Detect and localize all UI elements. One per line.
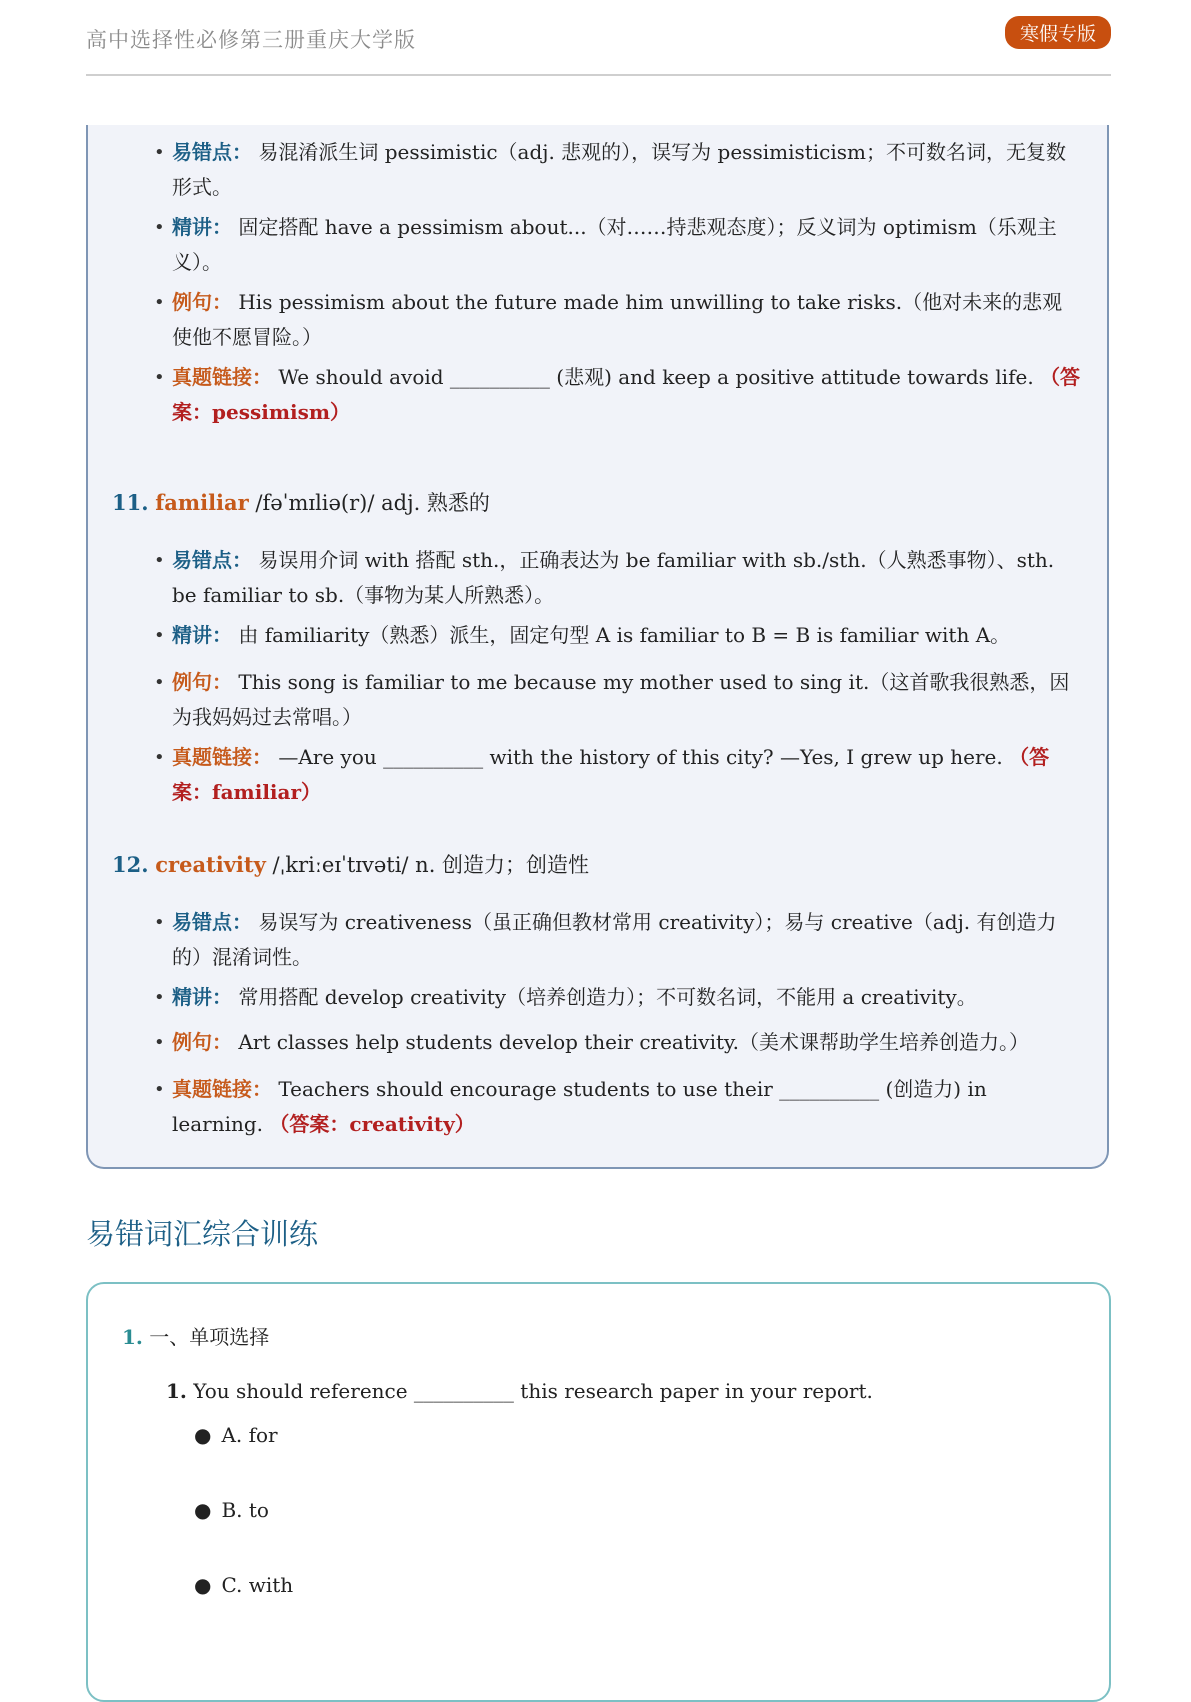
bullet-dot: • (154, 142, 165, 163)
word-number: 12. (112, 852, 149, 877)
option-label: B. to (221, 1498, 269, 1522)
bullet-jingjiang (154, 618, 1082, 653)
bullet-yicuo (154, 905, 1082, 975)
jingjiang-text: 固定搭配 have a pessimism about...（对……持悲观态度）；反义词为 optimism（乐观主义）。 (172, 215, 1057, 274)
bullet-dot: • (154, 292, 165, 313)
label-yicuo: 易错点： (172, 548, 252, 572)
label-liju: 例句： (172, 1030, 232, 1054)
zhenti-text: We should avoid __________ (悲观) and keep a positive attitude towards life. (278, 365, 1034, 389)
bullet-dot: • (154, 625, 165, 646)
label-zhenti: 真题链接： (172, 365, 272, 389)
bullet-yicuo (154, 543, 1082, 613)
yicuo-text: 易混淆派生词 pessimistic（adj. 悲观的），误写为 pessimisticism；不可数名词，无复数形式。 (172, 140, 1066, 199)
zhenti-text: —Are you __________ with the history of this city? —Yes, I grew up here. (278, 745, 1003, 769)
label-jingjiang: 精讲： (172, 623, 232, 647)
yicuo-text: 易误写为 creativeness（虽正确但教材常用 creativity）；易与 creative（adj. 有创造力的）混淆词性。 (172, 910, 1057, 969)
bullet-dot: • (154, 367, 165, 388)
bullet-yicuo (154, 135, 1082, 205)
yicuo-text: 易误用介词 with 搭配 sth.，正确表达为 be familiar with sb./sth.（人熟悉事物）、sth. be familiar to sb.（事物为某人所熟悉）。 (172, 548, 1055, 607)
option-label: C. with (221, 1573, 294, 1597)
liju-text: This song is familiar to me because my mother used to sing it.（这首歌我很熟悉，因为我妈妈过去常唱。） (172, 670, 1070, 729)
question-item (166, 1376, 1066, 1406)
jingjiang-text: 常用搭配 develop creativity（培养创造力）；不可数名词，不能用 a creativity。 (238, 985, 977, 1009)
jingjiang-text: 由 familiarity（熟悉）派生，固定句型 A is familiar to B = B is familiar with A。 (238, 623, 1011, 647)
option-c[interactable] (194, 1570, 293, 1600)
bullet-dot: • (154, 217, 165, 238)
bullet-zhenti (154, 740, 1082, 810)
header-divider (86, 74, 1111, 76)
label-zhenti: 真题链接： (172, 745, 272, 769)
bullet-dot: • (154, 1079, 165, 1100)
exercise-card (86, 1282, 1111, 1702)
label-liju: 例句： (172, 670, 232, 694)
answer-text: （答案：pessimism） (172, 365, 1081, 424)
label-liju: 例句： (172, 290, 232, 314)
word-number: 11. (112, 490, 149, 515)
word-title: creativity (155, 852, 266, 877)
option-bullet: ● (194, 1498, 212, 1522)
option-label: A. for (221, 1423, 278, 1447)
question-number: 1. (166, 1379, 187, 1403)
part-title: 一、单项选择 (149, 1325, 270, 1349)
header-title: 高中选择性必修第三册重庆大学版 (86, 28, 416, 52)
bullet-liju (154, 1025, 1082, 1060)
label-jingjiang: 精讲： (172, 215, 232, 239)
bullet-zhenti (154, 360, 1082, 430)
answer-text: （答案：familiar） (172, 745, 1050, 804)
option-a[interactable] (194, 1420, 278, 1450)
word-definition: /ˌkriːeɪˈtɪvəti/ n. 创造力；创造性 (272, 853, 590, 877)
bullet-dot: • (154, 912, 165, 933)
question-text: You should reference __________ this research paper in your report. (193, 1379, 873, 1403)
bullet-liju (154, 665, 1082, 735)
option-bullet: ● (194, 1573, 212, 1597)
section-title: 易错词汇综合训练 (86, 1217, 319, 1251)
word-heading (112, 488, 1062, 518)
bullet-dot: • (154, 550, 165, 571)
bullet-jingjiang (154, 210, 1082, 280)
bullet-dot: • (154, 747, 165, 768)
bullet-liju (154, 285, 1082, 355)
label-zhenti: 真题链接： (172, 1077, 272, 1101)
label-yicuo: 易错点： (172, 910, 252, 934)
bullet-dot: • (154, 987, 165, 1008)
vocab-card (86, 125, 1109, 1169)
option-bullet: ● (194, 1423, 212, 1447)
liju-text: Art classes help students develop their creativity.（美术课帮助学生培养创造力。） (238, 1030, 1030, 1054)
bullet-zhenti (154, 1072, 1082, 1142)
word-definition: /fəˈmɪliə(r)/ adj. 熟悉的 (255, 491, 490, 515)
word-heading (112, 850, 1062, 880)
label-jingjiang: 精讲： (172, 985, 232, 1009)
zhenti-text: Teachers should encourage students to use their __________ (创造力) in learning. (172, 1077, 987, 1136)
label-yicuo: 易错点： (172, 140, 252, 164)
part-number: 1. (122, 1325, 143, 1349)
bullet-jingjiang (154, 980, 1082, 1015)
answer-text: （答案：creativity） (269, 1112, 475, 1136)
part-heading (122, 1322, 269, 1352)
word-title: familiar (155, 490, 249, 515)
option-b[interactable] (194, 1495, 269, 1525)
liju-text: His pessimism about the future made him unwilling to take risks.（他对未来的悲观使他不愿冒险。） (172, 290, 1063, 349)
edition-badge: 寒假专版 (1005, 16, 1111, 49)
bullet-dot: • (154, 672, 165, 693)
bullet-dot: • (154, 1032, 165, 1053)
